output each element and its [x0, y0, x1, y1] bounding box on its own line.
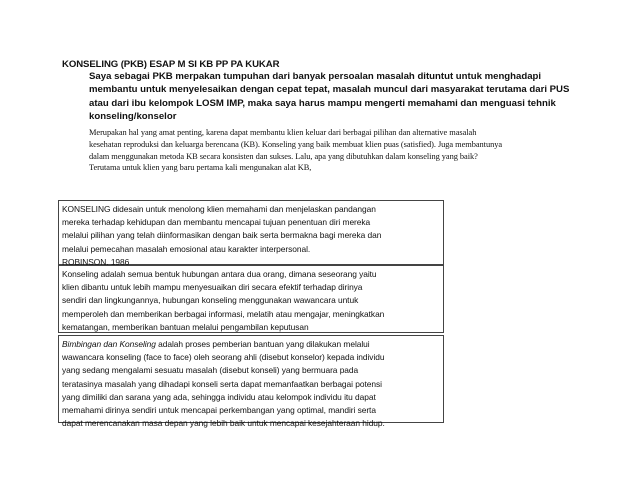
box-line: klien dibantu untuk lebih mampu menyesuaikan diri secara efektif terhadap dirinya — [62, 282, 363, 293]
paragraph-line: kesehatan reproduksi dan keluarga berencana (KB). Konseling yang baik membuat klien puas (satisfied). Juga membantunya — [89, 139, 503, 149]
box-line: yang dimiliki dan sarana yang ada, sehingga individu atau kelompok individu itu dapat — [62, 391, 376, 402]
intro-line: konseling/konselor — [89, 110, 177, 122]
box-line: kematangan, memberikan bantuan melalui pengambilan keputusan — [62, 321, 309, 332]
box-line: yang sedang mengalami sesuatu masalah (disebut konseli) yang bermuara pada — [62, 365, 359, 376]
paragraph-line: Merupakan hal yang amat penting, karena dapat membantu klien keluar dari berbagai pilihan dan alternative masalah — [89, 128, 477, 137]
intro-line: membantu untuk menyelesaikan dengan cepat tepat, masalah muncul dari masyarakat terutama dari PUS — [89, 84, 570, 96]
paragraph-line: Terutama untuk klien yang baru pertama kali mengunakan alat KB, — [89, 163, 312, 173]
definition-box-hubungan — [58, 265, 444, 333]
box-line-first — [62, 338, 440, 351]
definition-box-robinson — [58, 200, 444, 265]
box-line: melalui pemecahan masalah emosional atau karakter interpersonal. — [62, 243, 311, 254]
term-italic: Bimbingan dan Konseling — [62, 339, 156, 349]
box-line: Konseling adalah semua bentuk hubungan antara dua orang, dimana seseorang yaitu — [62, 269, 377, 279]
box-line: KONSELING didesain untuk menolong klien memahami dan menjelaskan pandangan — [62, 204, 376, 214]
paragraph-line: dalam menggunakan metoda KB secara konsisten dan sukses. Lalu, apa yang dibutuhkan dalam konseling yang baik? — [89, 151, 478, 161]
box-line: memperoleh dan memberikan berbagai informasi, melatih atau mengajar, meningkatkan — [62, 308, 385, 319]
intro-paragraph — [89, 70, 611, 123]
box-line-first-rest: adalah proses pemberian bantuan yang dilakukan melalui — [155, 339, 370, 349]
box-line: sendiri dan lingkungannya, hubungan konseling menggunakan wawancara untuk — [62, 295, 359, 306]
definition-box-bimbingan — [58, 335, 444, 429]
intro-line: Saya sebagai PKB merpakan tumpuhan dari banyak persoalan masalah dituntut untuk menghadapi — [89, 71, 542, 82]
intro-line: atau dari ibu kelompok LOSM IMP, maka saya harus mampu mengerti memahami dan menguasi tehnik — [89, 97, 556, 109]
box-line: melalui pilihan yang telah diinformasikan dengan baik serta bermakna bagi mereka dan — [62, 230, 382, 241]
box-line: mereka terhadap kehidupan dan membantu mencapai tujuan penentuan diri mereka — [62, 217, 371, 228]
box-line: teratasinya masalah yang dihadapi konseli serta dapat memanfaatkan berbagai potensi — [62, 378, 382, 389]
box-line: wawancara konseling (face to face) oleh seorang ahli (disebut konselor) kepada individu — [62, 352, 385, 363]
document-title: KONSELING (PKB) ESAP M SI KB PP PA KUKAR — [62, 59, 280, 70]
box-line: dapat merencanakan masa depan yang lebih baik untuk mencapai kesejahteraan hidup. — [62, 418, 385, 429]
box-line-citation: ROBINSON, 1986 — [62, 256, 130, 267]
body-paragraph — [89, 127, 610, 174]
box-line: memahami dirinya sendiri untuk mencapai perkembangan yang optimal, mandiri serta — [62, 405, 376, 416]
